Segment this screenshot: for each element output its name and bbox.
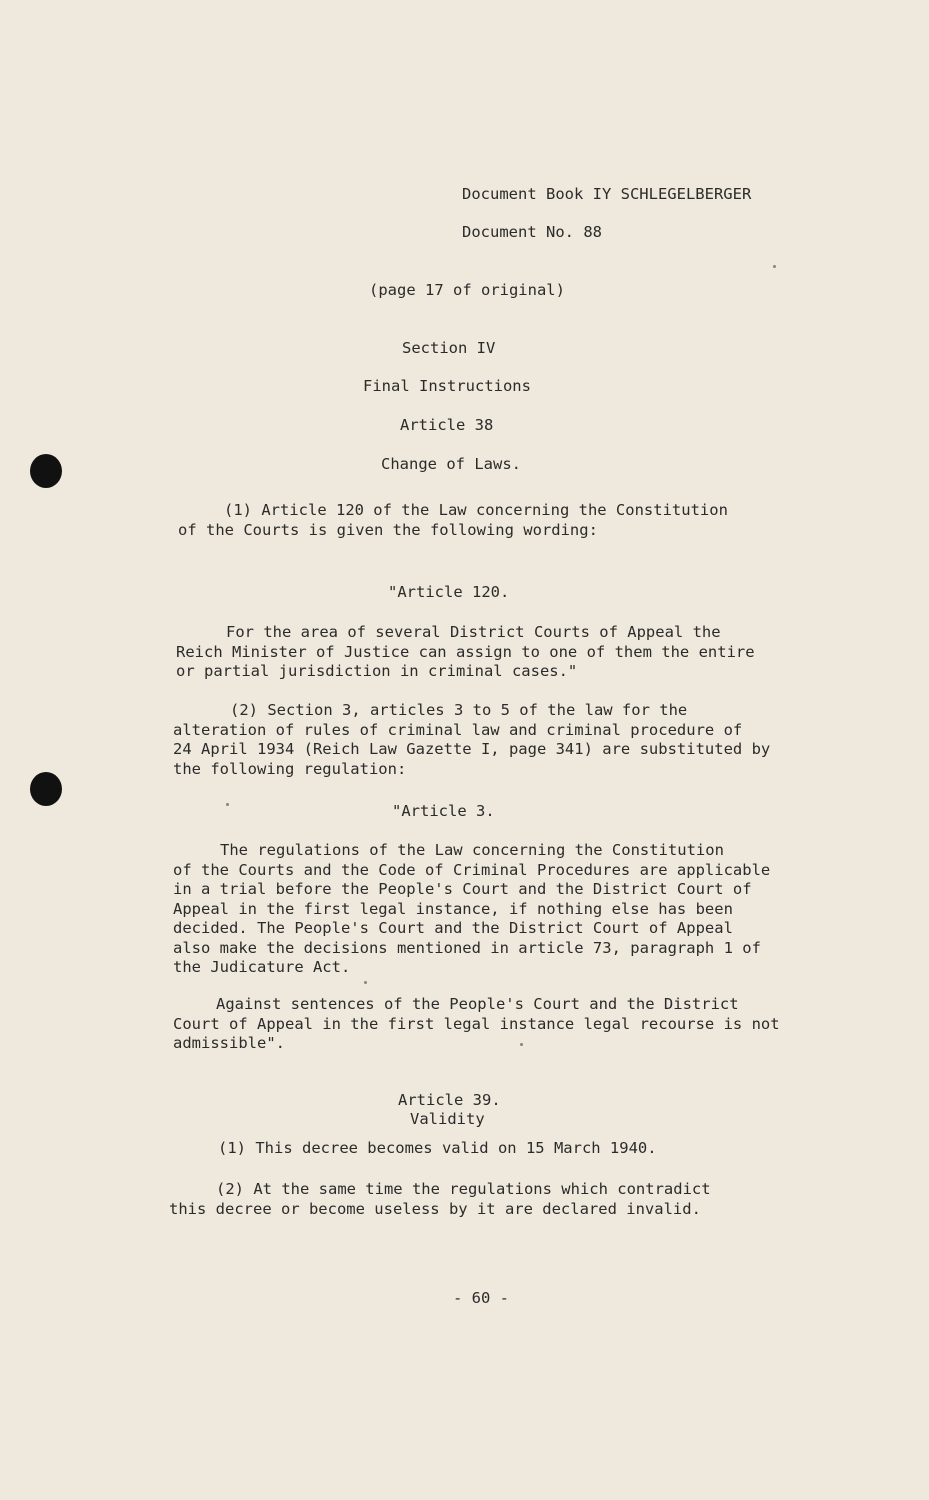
article-38-title: Change of Laws.	[381, 455, 521, 473]
paragraph-line: Court of Appeal in the first legal instance legal recourse is not	[173, 1014, 780, 1033]
paragraph-line: in a trial before the People's Court and the District Court of	[173, 880, 752, 898]
document-book-label: Document Book IY SCHLEGELBERGER	[462, 185, 752, 203]
paragraph-line: (1) Article 120 of the Law concerning the Constitution	[224, 501, 728, 519]
page-number: - 60 -	[453, 1289, 509, 1307]
paragraph-line: alteration of rules of criminal law and criminal procedure of	[173, 720, 743, 739]
article-3-text	[172, 841, 812, 978]
paragraph-line: of the Courts is given the following wording:	[178, 520, 598, 539]
punch-hole-top	[30, 454, 62, 488]
paragraph-line: (2) At the same time the regulations which contradict	[216, 1180, 711, 1198]
article-39-title: Validity	[410, 1110, 485, 1128]
paragraph-line: The regulations of the Law concerning the Constitution	[220, 841, 724, 859]
document-number: Document No. 88	[462, 223, 602, 241]
paragraph-line: or partial jurisdiction in criminal cases."	[176, 662, 578, 680]
paragraph-line: Against sentences of the People's Court and the District	[216, 995, 739, 1013]
paragraph-1	[172, 501, 812, 540]
article-3-legal-recourse	[172, 995, 812, 1054]
paragraph-line: 24 April 1934 (Reich Law Gazette I, page 341) are substituted by	[173, 740, 771, 758]
paper-speck	[364, 981, 367, 984]
quoted-article-3-heading: "Article 3.	[392, 802, 495, 820]
paragraph-line: the following regulation:	[173, 759, 407, 778]
original-page-reference: (page 17 of original)	[369, 281, 565, 299]
paragraph-line: admissible".	[173, 1034, 285, 1052]
quoted-article-120-heading: "Article 120.	[388, 583, 510, 601]
paragraph-line: Appeal in the first legal instance, if nothing else has been	[173, 899, 733, 918]
paragraph-line: this decree or become useless by it are declared invalid.	[169, 1199, 701, 1218]
paragraph-2	[172, 701, 812, 779]
article-39-paragraph-2	[168, 1180, 808, 1219]
paragraph-line: the Judicature Act.	[173, 958, 351, 976]
article-120-text	[172, 623, 812, 682]
section-subtitle: Final Instructions	[363, 377, 531, 395]
paragraph-line: Reich Minister of Justice can assign to one of them the entire	[176, 642, 755, 661]
article-38-heading: Article 38	[400, 416, 494, 434]
paragraph-line: (2) Section 3, articles 3 to 5 of the law for the	[230, 701, 688, 719]
article-39-paragraph-1: (1) This decree becomes valid on 15 March 1940.	[218, 1139, 657, 1157]
paper-speck	[226, 803, 229, 806]
paper-speck	[773, 265, 776, 268]
paragraph-line: decided. The People's Court and the District Court of Appeal	[173, 919, 733, 937]
section-title: Section IV	[402, 339, 496, 357]
paragraph-line: For the area of several District Courts of Appeal the	[226, 623, 721, 641]
paragraph-line: also make the decisions mentioned in article 73, paragraph 1 of	[173, 938, 761, 957]
article-39-heading: Article 39.	[398, 1091, 501, 1109]
paragraph-line: of the Courts and the Code of Criminal Procedures are applicable	[173, 860, 771, 879]
punch-hole-bottom	[30, 772, 62, 806]
